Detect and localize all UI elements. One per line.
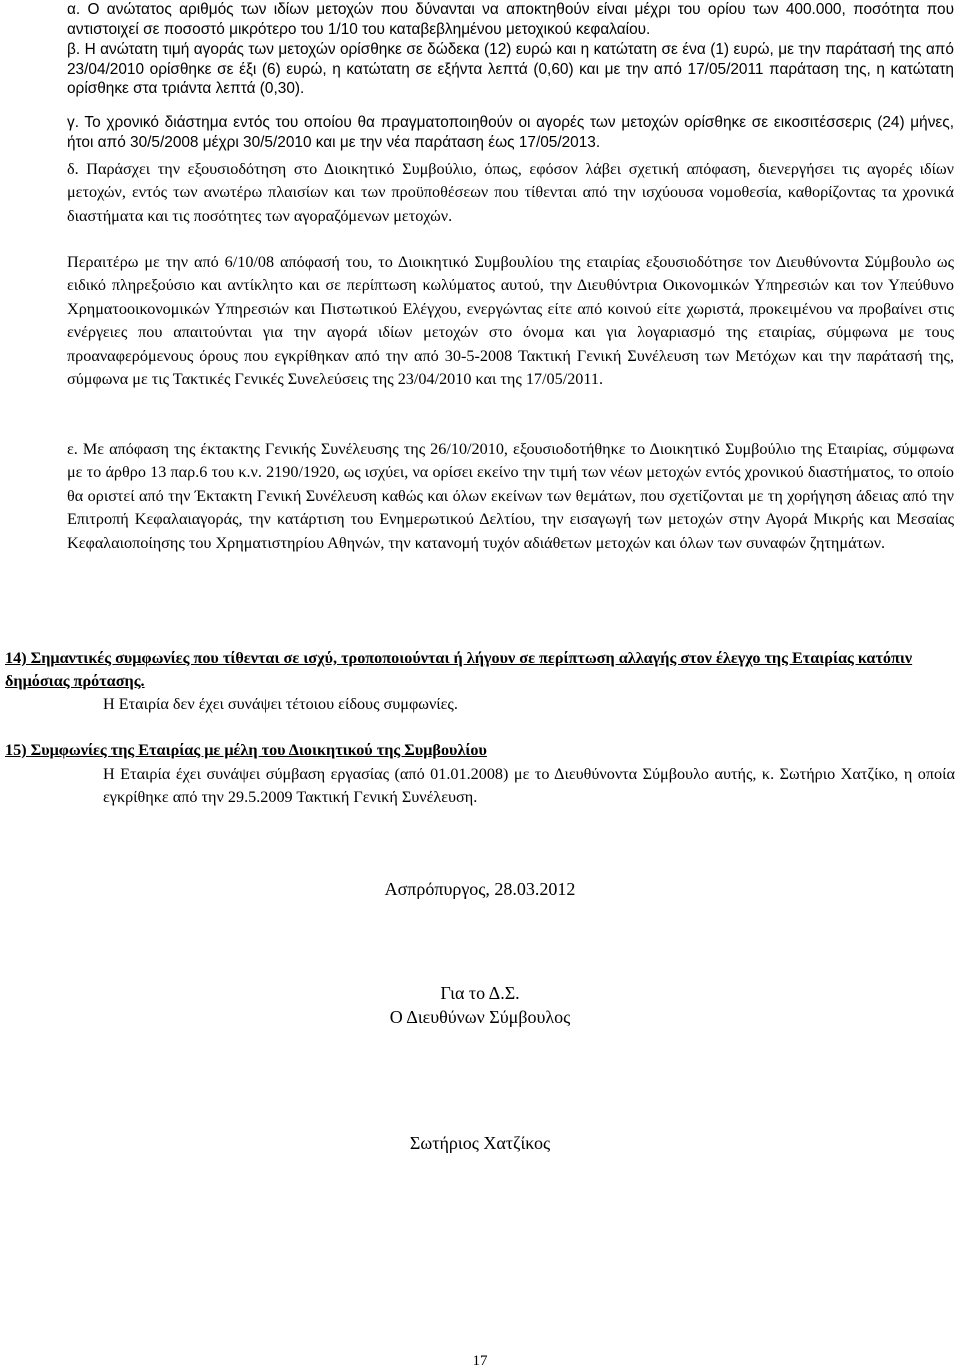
signatory-name: Σωτήριος Χατζίκος (409, 1133, 551, 1153)
page-number: 17 (472, 1353, 488, 1369)
section-15-body: Η Εταιρία έχει συνάψει σύμβαση εργασίας (από 01.01.2008) με το Διευθύνοντα Σύμβουλο αυτής, κ. Σωτήριο Χατζίκο, η οποία εγκρίθηκε από την 29.5.2009 Τακτική Γενική Συνέλευση. (103, 765, 955, 806)
item-alpha: α. Ο ανώτατος αριθμός των ιδίων μετοχών που δύνανται να αποκτηθούν είναι μέχρι του ορίου των 400.000, ποσότητα που αντιστοιχεί σε ποσοστό μικρότερο του 1/10 του καταβεβλημένου μετοχικού κεφαλαίου. (67, 1, 954, 38)
item-gamma: γ. Το χρονικό διάστημα εντός του οποίου θα πραγματοποιηθούν οι αγορές των μετοχών ορίσθηκε σε εικοσιτέσσερις (24) μήνες, ήτοι από 30/5/2008 μέχρι 30/5/2010 και με την νέα παράταση έως 17/05/2013. (67, 114, 954, 151)
section-14-heading (5, 647, 957, 693)
section-15-heading (5, 739, 957, 762)
section-14-heading-text: 14) Σημαντικές συμφωνίες που τίθενται σε ισχύ, τροποποιούνται ή λήγουν σε περίπτωση αλλαγής στον έλεγχο της Εταιρίας κατόπιν δημόσιας πρότασης. (5, 649, 913, 690)
item-delta: δ. Παράσχει την εξουσιοδότηση στο Διοικητικό Συμβούλιο, όπως, εφόσον λάβει σχετική απόφαση, διενεργήσει τις αγορές ιδίων μετοχών, εντός των ανωτέρω πλαισίων και των προϋποθέσεων που τίθενται από την ισχύουσα νομοθεσία, καθορίζοντας τα χρονικά διαστήματα και τις ποσότητες των αγοραζόμενων μετοχών. (67, 160, 954, 225)
item-epsilon: ε. Με απόφαση της έκτακτης Γενικής Συνέλευσης της 26/10/2010, εξουσιοδοτήθηκε το Διοικητικό Συμβούλιο της Εταιρίας, σύμφωνα με το άρθρο 13 παρ.6 του κ.ν. 2190/1920, ως ισχύει, να ορίσει εκείνο την τιμή των νέων μετοχών εντός χρονικού διαστήματος, το οποίο θα οριστεί από την Έκτακτη Γενική Συνέλευση καθώς και όλων εκείνων των θεμάτων, που σχετίζονται με τη χορήγηση άδειας από την Επιτροπή Κεφαλαιαγοράς, την κατάρτιση του Ενημερωτικού Δελτίου, την εισαγωγή των μετοχών στην Αγορά Μικρής και Μεσαίας Κεφαλαιοποίησης του Χρηματιστηρίου Αθηνών, την κατανομή τυχόν αδιάθετων μετοχών και όλων των συναφών ζητημάτων. (67, 440, 954, 552)
further-authorization-paragraph: Περαιτέρω με την από 6/10/08 απόφασή του, το Διοικητικό Συμβουλίου της εταιρίας εξουσιοδότησε τον Διευθύνοντα Σύμβουλο ως ειδικό πληρεξούσιο και αντίκλητο και σε περίπτωση κωλύματος αυτού, την Διευθύντρια Οικονομικών Υπηρεσιών και τον Υπεύθυνο Χρηματοοικονομικών Υπηρεσιών και Πιστωτικού Ελέγχου, ενεργώντας είτε από κοινού είτε χωριστά, προκειμένου να προβαίνει στις ενέργειες που απαιτούνται για την αγορά ιδίων μετοχών στο όνομα και για λογαριασμό της εταιρίας, σύμφωνα με τους προαναφερόμενους όρους που εγκρίθηκαν από την από 30-5-2008 Τακτική Γενική Συνέλευση των Μετόχων και την παράτασή της, σύμφωνα με τις Τακτικές Γενικές Συνελεύσεις της 23/04/2010 και της 17/05/2011. (67, 253, 954, 389)
section-15-heading-text: 15) Συμφωνίες της Εταιρίας με μέλη του Διοικητικού της Συμβουλίου (5, 741, 487, 759)
item-beta: β. Η ανώτατη τιμή αγοράς των μετοχών ορίσθηκε σε δώδεκα (12) ευρώ και η κατώτατη σε ένα (1) ευρώ, με την παράτασή της από 23/04/2010 ορίσθηκε σε έξι (6) ευρώ, η κατώτατη σε εξήντα λεπτά (0,60) και με την από 17/05/2011 παράταση της, η κατώτατη ορίσθηκε στα τριάντα λεπτά (0,30). (67, 41, 954, 97)
place-date: Ασπρόπυργος, 28.03.2012 (384, 879, 576, 899)
signature-role: Ο Διευθύνων Σύμβουλος (389, 1007, 571, 1027)
signature-for-board: Για το Δ.Σ. (440, 983, 520, 1003)
section-14-body: Η Εταιρία δεν έχει συνάψει τέτοιου είδους συμφωνίες. (103, 695, 458, 713)
